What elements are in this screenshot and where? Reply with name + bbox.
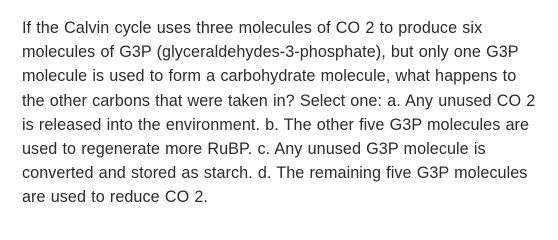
question-container [22,16,542,210]
question-text: If the Calvin cycle uses three molecules of CO 2 to produce six molecules of G3P (glyceraldehydes-3-phosphate), but only one G3P molecule is used to form a carbohydrate molecule, what happens to the other carbons that were taken in? Select one: a. Any unused CO 2 is released into the environment. b. The other five G3P molecules are used to regenerate more RuBP. c. Any unused G3P molecule is converted and stored as starch. d. The remaining five G3P molecules are used to reduce CO 2. [22,19,536,207]
